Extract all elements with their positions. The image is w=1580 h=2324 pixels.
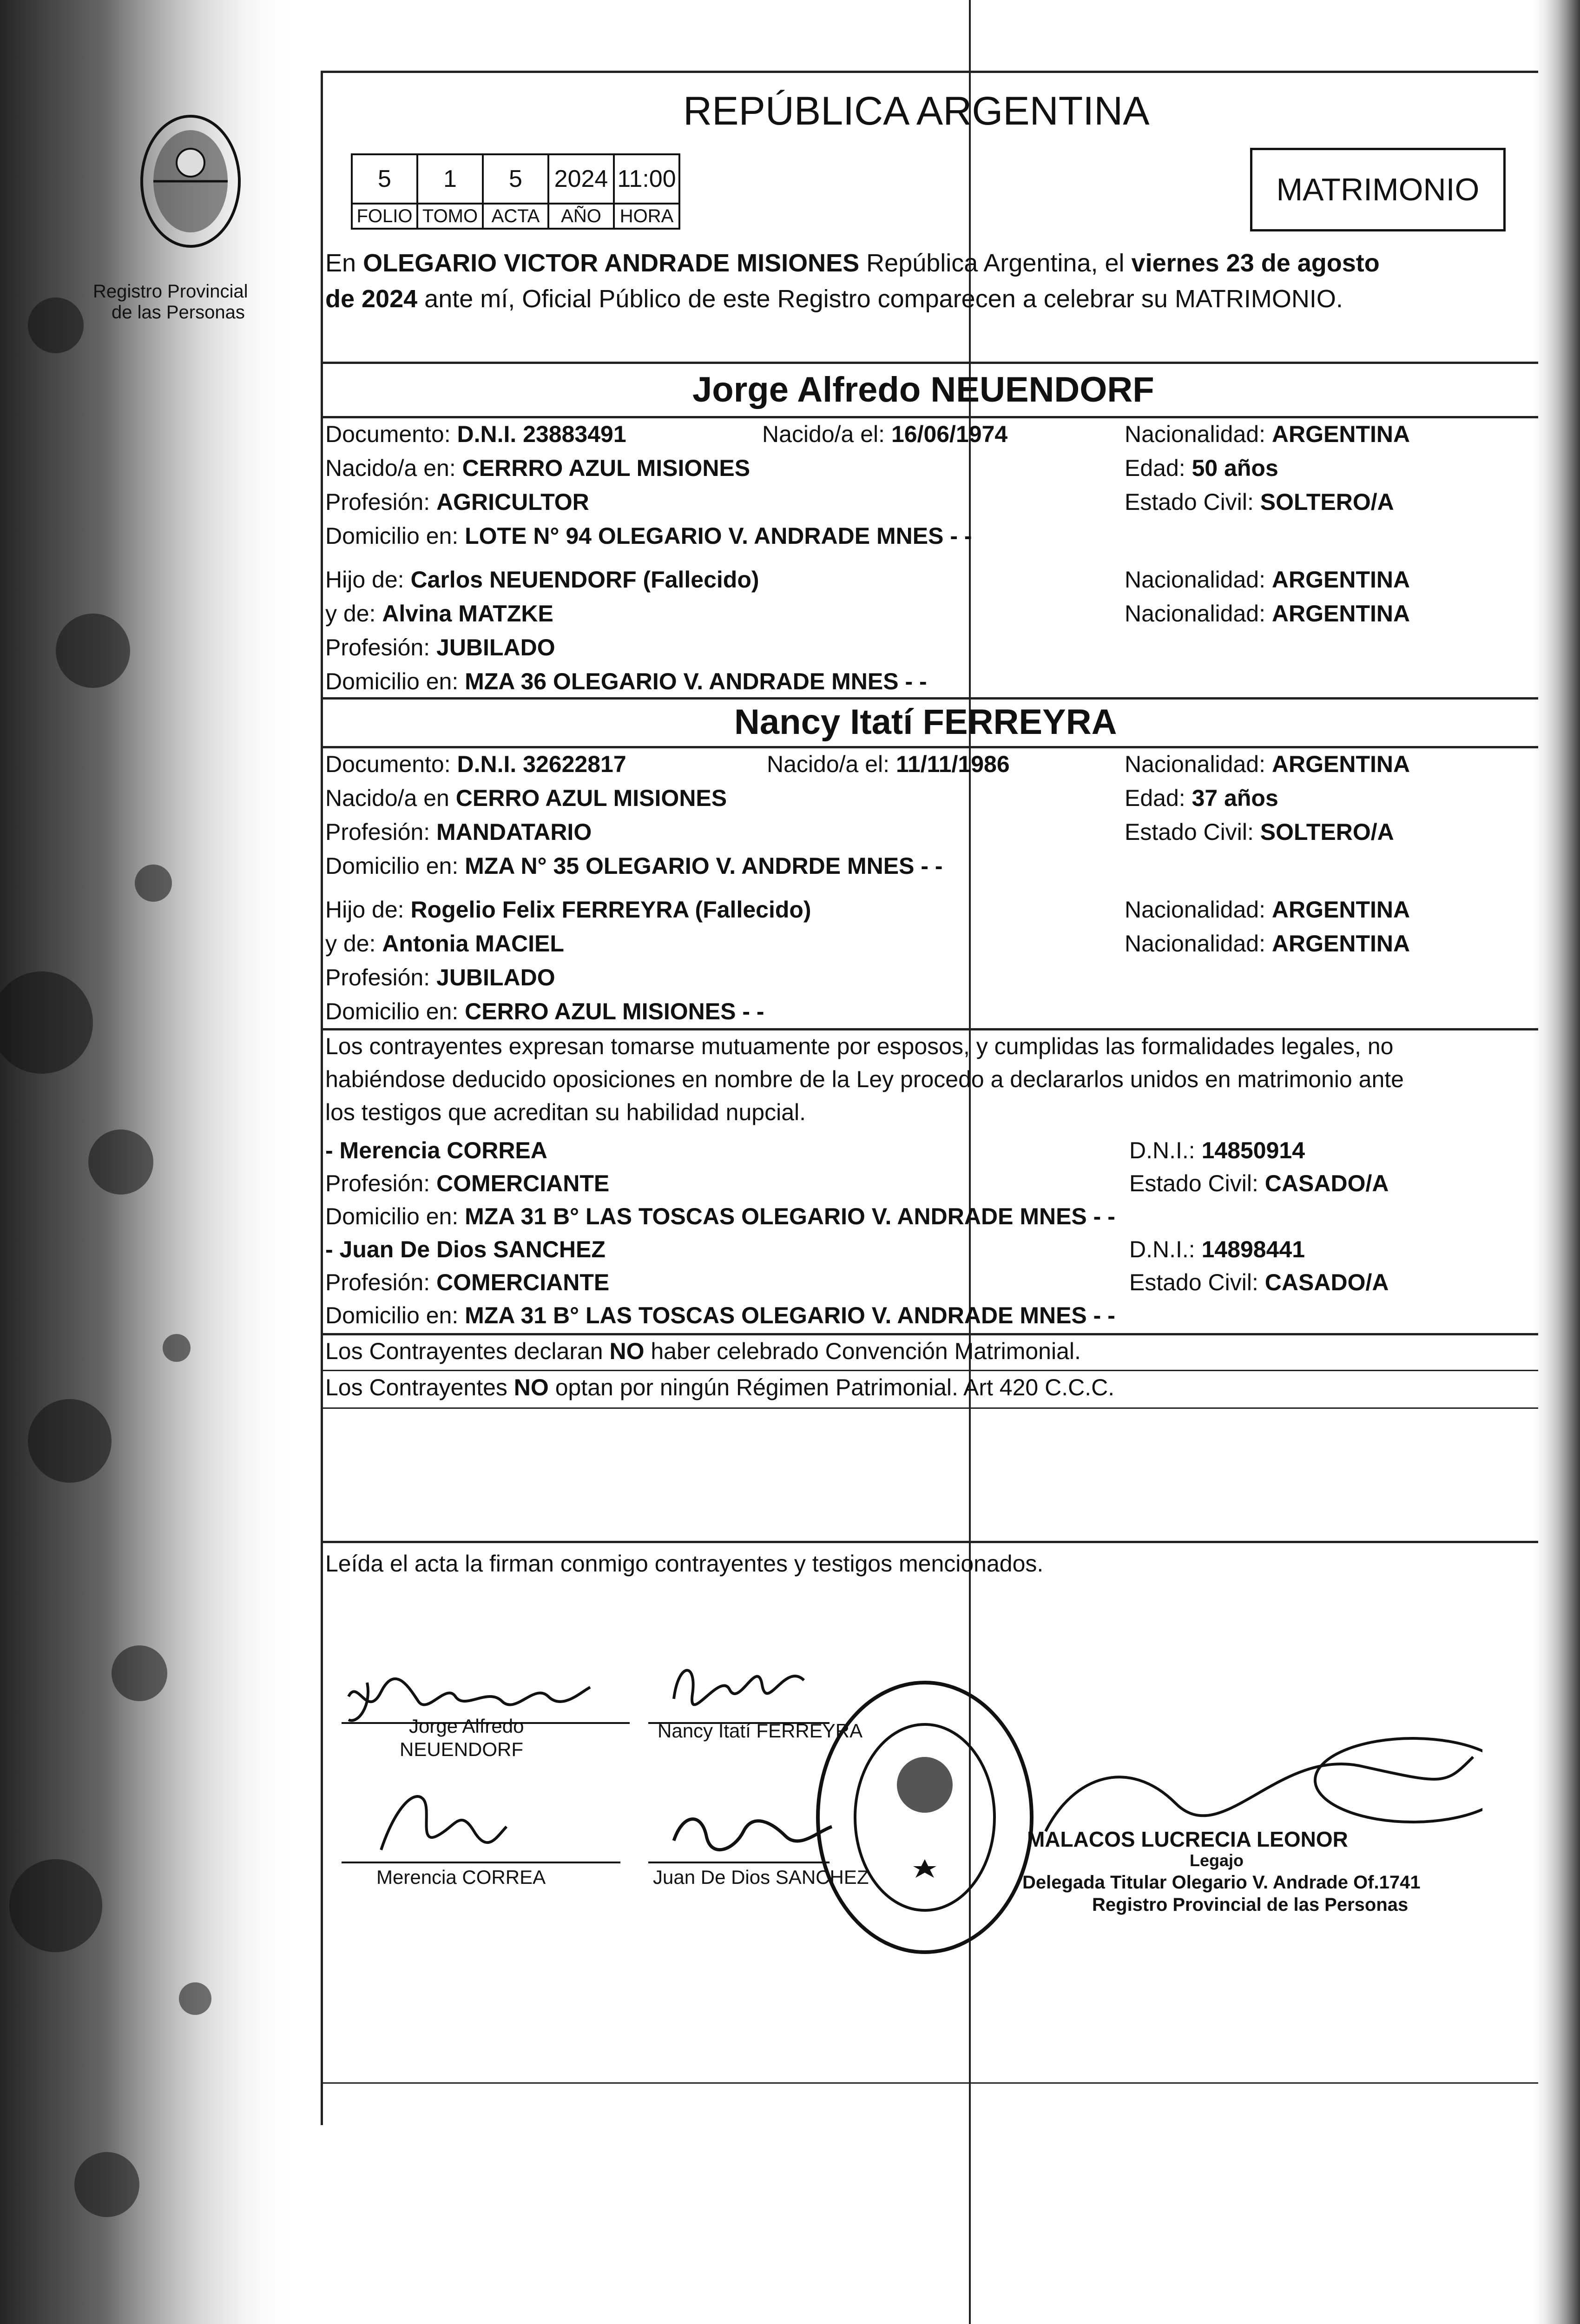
declaration-line-3: los testigos que acreditan su habilidad nupcial.: [325, 1099, 806, 1125]
record-tomo-value: 1: [416, 153, 484, 205]
groom-domicilio: Domicilio en: LOTE N° 94 OLEGARIO V. ANDRADE MNES - -: [325, 523, 972, 549]
witness2-name: - Juan De Dios SANCHEZ: [325, 1236, 606, 1262]
witness1-profesion: Profesión: COMERCIANTE: [325, 1170, 610, 1196]
country-title: REPÚBLICA ARGENTINA: [683, 89, 1150, 133]
intro-date-2: de 2024: [325, 285, 418, 313]
groom-nacionalidad: Nacionalidad: ARGENTINA: [1125, 421, 1410, 447]
witness2-signature-caption: Juan De Dios SANCHEZ: [653, 1866, 869, 1888]
groom-signature-caption-1: Jorge Alfredo: [409, 1715, 524, 1737]
frame-left-border: [321, 71, 323, 2125]
bride-domicilio-padres: Domicilio en: CERRO AZUL MISIONES - -: [325, 998, 764, 1024]
groom-profesion-padres: Profesión: JUBILADO: [325, 634, 555, 660]
record-anio-value: 2024: [547, 153, 615, 205]
bride-padre: Hijo de: Rogelio Felix FERREYRA (Fallecido): [325, 897, 811, 923]
witness2-estado-civil: Estado Civil: CASADO/A: [1129, 1269, 1389, 1295]
reading-separator: [321, 1541, 1538, 1543]
groom-nacido-el: Nacido/a el: 16/06/1974: [762, 421, 1008, 447]
doc-type-box: MATRIMONIO: [1250, 148, 1506, 231]
record-folio-value: 5: [351, 153, 418, 205]
officer-title: Delegada Titular Olegario V. Andrade Of.1741: [1022, 1872, 1421, 1893]
groom-separator-top: [321, 362, 1538, 364]
declaration-line-2: habiéndose deducido oposiciones en nombre de la Ley procedo a declararlos unidos en matrimonio ante: [325, 1066, 1404, 1092]
bride-separator-top: [321, 697, 1538, 700]
bride-madre: y de: Antonia MACIEL: [325, 931, 564, 957]
bride-profesion: Profesión: MANDATARIO: [325, 819, 592, 845]
regimen-mid-separator: [321, 1370, 1538, 1371]
record-acta-value: 5: [482, 153, 549, 205]
record-hora-value: 11:00: [613, 153, 680, 205]
reading-statement: Leída el acta la firman conmigo contrayentes y testigos mencionados.: [325, 1551, 1044, 1577]
witness2-profesion: Profesión: COMERCIANTE: [325, 1269, 610, 1295]
groom-madre-nacionalidad: Nacionalidad: ARGENTINA: [1125, 601, 1410, 627]
bride-profesion-padres: Profesión: JUBILADO: [325, 964, 555, 990]
signature-block-bottom: [321, 2082, 1538, 2084]
witness2-signature-line: [648, 1862, 830, 1863]
bride-edad: Edad: 37 años: [1125, 785, 1278, 811]
witness2-domicilio: Domicilio en: MZA 31 B° LAS TOSCAS OLEGARIO V. ANDRADE MNES - -: [325, 1302, 1115, 1328]
witness2-dni: D.N.I.: 14898441: [1129, 1236, 1305, 1262]
regimen-line-1: Los Contrayentes declaran NO haber celebrado Convención Matrimonial.: [325, 1338, 1081, 1364]
groom-nacido-en: Nacido/a en: CERRRO AZUL MISIONES: [325, 455, 750, 481]
province-emblem-logo: [125, 107, 256, 260]
record-acta-label: ACTA: [482, 203, 549, 230]
officer-registry: Registro Provincial de las Personas: [1092, 1895, 1409, 1915]
groom-separator-bottom: [321, 416, 1538, 418]
intro-line-2: [325, 284, 1343, 313]
groom-padre-nacionalidad: Nacionalidad: ARGENTINA: [1125, 567, 1410, 593]
intro-text-2: República Argentina, el: [859, 249, 1132, 277]
registry-caption-1: Registro Provincial: [93, 281, 248, 302]
record-folio-label: FOLIO: [351, 203, 418, 230]
declaration-line-1: Los contrayentes expresan tomarse mutuamente por esposos, y cumplidas las formalidades legales, no: [325, 1033, 1394, 1059]
witness1-signature-caption: Merencia CORREA: [376, 1866, 546, 1888]
bride-nacido-en: Nacido/a en CERRO AZUL MISIONES: [325, 785, 727, 811]
scan-margin-left: [0, 0, 297, 2324]
groom-padre: Hijo de: Carlos NEUENDORF (Fallecido): [325, 567, 759, 593]
record-hora-label: HORA: [613, 203, 680, 230]
witness1-signature-scribble: [367, 1780, 516, 1859]
regimen-separator: [321, 1333, 1538, 1335]
intro-place: OLEGARIO VICTOR ANDRADE MISIONES: [363, 249, 860, 277]
groom-documento: Documento: D.N.I. 23883491: [325, 421, 626, 447]
bride-nacido-el: Nacido/a el: 11/11/1986: [767, 751, 1010, 777]
groom-name: Jorge Alfredo NEUENDORF: [692, 370, 1154, 409]
bride-domicilio: Domicilio en: MZA N° 35 OLEGARIO V. ANDRDE MNES - -: [325, 853, 943, 879]
intro-text-3: ante mí, Oficial Público de este Registro comparecen a celebrar su MATRIMONIO.: [417, 285, 1343, 313]
intro-text-1: En: [325, 249, 363, 277]
witness1-estado-civil: Estado Civil: CASADO/A: [1129, 1170, 1389, 1196]
intro-date-1: viernes 23 de agosto: [1131, 249, 1380, 277]
groom-madre: y de: Alvina MATZKE: [325, 601, 553, 627]
declaration-separator: [321, 1028, 1538, 1030]
groom-domicilio-padres: Domicilio en: MZA 36 OLEGARIO V. ANDRADE MNES - -: [325, 668, 927, 694]
witness1-domicilio: Domicilio en: MZA 31 B° LAS TOSCAS OLEGARIO V. ANDRADE MNES - -: [325, 1203, 1115, 1229]
officer-name: MALACOS LUCRECIA LEONOR: [1027, 1827, 1348, 1851]
intro-line-1: [325, 249, 1380, 277]
frame-top-border: [321, 71, 1538, 73]
scan-margin-right: [1529, 0, 1580, 2324]
registry-caption-2: de las Personas: [112, 302, 245, 323]
officer-legajo: Legajo: [1190, 1851, 1244, 1870]
bride-separator-bottom: [321, 746, 1538, 748]
witness1-name: - Merencia CORREA: [325, 1137, 547, 1163]
bride-signature-caption: Nancy Itatí FERREYRA: [658, 1720, 863, 1742]
bride-nacionalidad: Nacionalidad: ARGENTINA: [1125, 751, 1410, 777]
regimen-line-2: Los Contrayentes NO optan por ningún Régimen Patrimonial. Art 420 C.C.C.: [325, 1374, 1115, 1400]
bride-name: Nancy Itatí FERREYRA: [734, 702, 1117, 742]
witness1-dni: D.N.I.: 14850914: [1129, 1137, 1305, 1163]
bride-estado-civil: Estado Civil: SOLTERO/A: [1125, 819, 1394, 845]
bride-madre-nacionalidad: Nacionalidad: ARGENTINA: [1125, 931, 1410, 957]
groom-profesion: Profesión: AGRICULTOR: [325, 489, 589, 515]
regimen-bottom-separator: [321, 1407, 1538, 1409]
bride-documento: Documento: D.N.I. 32622817: [325, 751, 626, 777]
bride-padre-nacionalidad: Nacionalidad: ARGENTINA: [1125, 897, 1410, 923]
scan-fold-line: [969, 0, 971, 2324]
witness1-signature-line: [342, 1862, 620, 1863]
groom-estado-civil: Estado Civil: SOLTERO/A: [1125, 489, 1394, 515]
groom-edad: Edad: 50 años: [1125, 455, 1278, 481]
groom-signature-caption-2: NEUENDORF: [400, 1738, 524, 1760]
bride-signature-scribble: [665, 1652, 813, 1717]
record-anio-label: AÑO: [547, 203, 615, 230]
official-seal: [809, 1673, 1041, 1961]
record-tomo-label: TOMO: [416, 203, 484, 230]
